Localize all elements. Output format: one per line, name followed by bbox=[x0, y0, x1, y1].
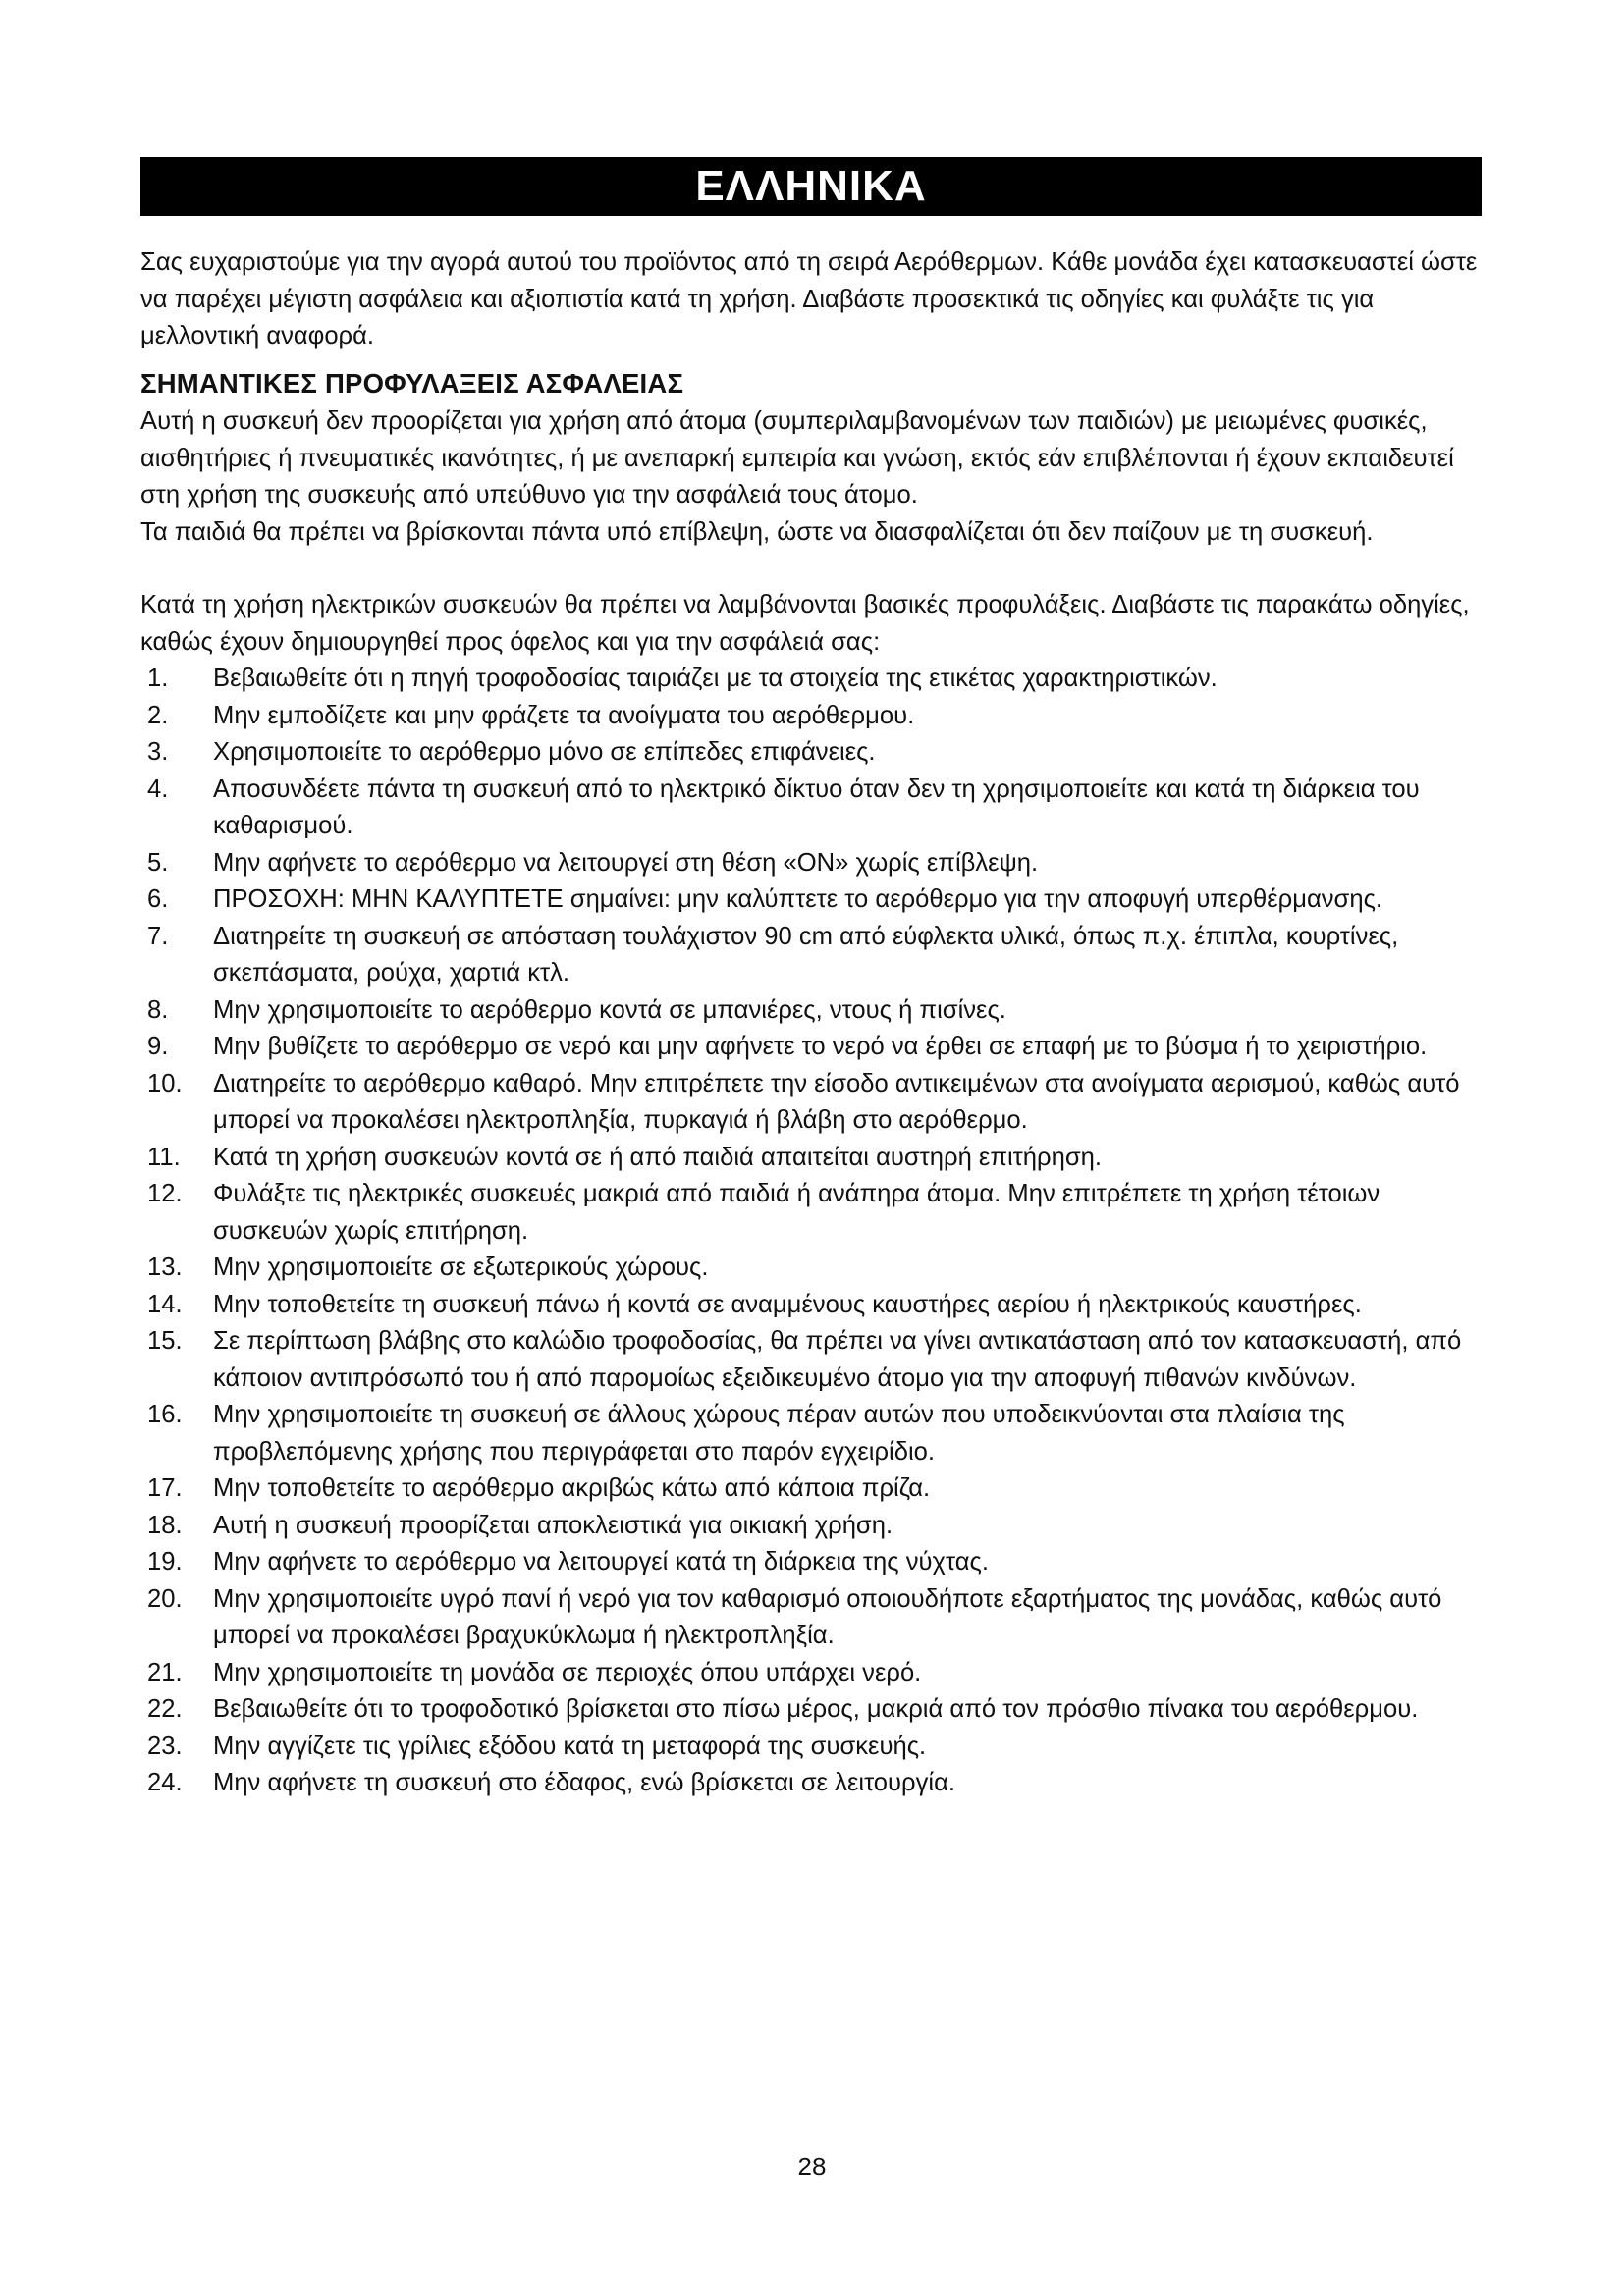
list-item bbox=[140, 1140, 1482, 1177]
safety-paragraph-1: Αυτή η συσκευή δεν προορίζεται για χρήση από άτομα (συμπεριλαμβανομένων των παιδιών) με μειωμένες φυσικές, αισθητήριες ή πνευματικές ικανότητες, ή με ανεπαρκή εμπειρία και γνώση, εκτός εάν επιβλέπονται ή έχουν εκπαιδευτεί στη χρήση της συσκευής από υπεύθυνο για την ασφάλειά τους άτομο. bbox=[140, 407, 1454, 508]
list-item-number: 24. bbox=[147, 1769, 183, 1796]
document-body bbox=[140, 244, 1482, 1802]
list-item bbox=[140, 698, 1482, 735]
list-item-number: 21. bbox=[147, 1658, 183, 1686]
list-item-number: 11. bbox=[147, 1143, 181, 1171]
list-item-number: 23. bbox=[147, 1732, 183, 1760]
list-item bbox=[140, 1655, 1482, 1692]
list-item-text: Μην χρησιμοποιείτε τη συσκευή σε άλλους χώρους πέραν αυτών που υποδεικνύονται στα πλαίσια της προβλεπόμενης χρήσης που περιγράφεται στο παρόν εγχειρίδιο. bbox=[213, 1401, 1345, 1466]
list-item bbox=[140, 1066, 1482, 1140]
list-item-number: 13. bbox=[147, 1254, 183, 1281]
language-title-bar bbox=[140, 157, 1482, 216]
list-item-text: ΠΡΟΣΟΧΗ: ΜΗΝ ΚΑΛΥΠΤΕΤΕ σημαίνει: μην καλύπτετε το αερόθερμο για την αποφυγή υπερθέρμανσης. bbox=[213, 885, 1383, 913]
list-item-text: Μην αφήνετε το αερόθερμο να λειτουργεί στη θέση «ON» χωρίς επίβλεψη. bbox=[213, 848, 1039, 877]
list-item bbox=[140, 881, 1482, 919]
list-item-number: 15. bbox=[147, 1327, 183, 1355]
list-item bbox=[140, 1508, 1482, 1545]
list-item-text: Αποσυνδέετε πάντα τη συσκευή από το ηλεκτρικό δίκτυο όταν δεν τη χρησιμοποιείτε και κατά τη διάρκεια του καθαρισμού. bbox=[213, 774, 1420, 839]
list-item bbox=[140, 1581, 1482, 1655]
list-item-number: 2. bbox=[147, 701, 169, 729]
list-item-text: Βεβαιωθείτε ότι η πηγή τροφοδοσίας ταιριάζει με τα στοιχεία της ετικέτας χαρακτηριστικών. bbox=[213, 665, 1218, 692]
list-item bbox=[140, 734, 1482, 772]
page-number: 28 bbox=[797, 2152, 827, 2181]
list-item bbox=[140, 919, 1482, 992]
list-item-text: Σε περίπτωση βλάβης στο καλώδιο τροφοδοσίας, θα πρέπει να γίνει αντικατάσταση από τον κατασκευαστή, από κάποιον αντιπρόσωπό του ή από παρομοίως εξειδικευμένο άτομο για την αποφυγή πιθανών κινδύνων. bbox=[213, 1327, 1462, 1392]
list-item-text: Χρησιμοποιείτε το αερόθερμο μόνο σε επίπεδες επιφάνειες. bbox=[213, 738, 876, 766]
list-item bbox=[140, 1176, 1482, 1250]
list-item-text: Μην εμποδίζετε και μην φράζετε τα ανοίγματα του αερόθερμου. bbox=[213, 701, 915, 729]
list-item-number: 19. bbox=[147, 1548, 183, 1575]
list-item-number: 7. bbox=[147, 922, 169, 950]
list-item bbox=[140, 1250, 1482, 1287]
list-item-number: 10. bbox=[147, 1069, 183, 1097]
list-item-number: 17. bbox=[147, 1474, 183, 1502]
list-item bbox=[140, 1029, 1482, 1066]
list-item-text: Μην βυθίζετε το αερόθερμο σε νερό και μην αφήνετε το νερό να έρθει σε επαφή με το βύσμα ή το χειριστήριο. bbox=[213, 1033, 1428, 1060]
list-item bbox=[140, 1729, 1482, 1766]
list-item-number: 18. bbox=[147, 1511, 183, 1539]
intro-paragraph: Σας ευχαριστούμε για την αγορά αυτού του προϊόντος από τη σειρά Αερόθερμων. Κάθε μονάδα έχει κατασκευαστεί ώστε να παρέχει μέγιστη ασφάλεια και αξιοπιστία κατά τη χρήση. Διαβάστε προσεκτικά τις οδηγίες και φυλάξτε τις για μελλοντική αναφορά. bbox=[140, 248, 1478, 349]
paragraph-gap bbox=[140, 551, 1482, 587]
list-item bbox=[140, 1691, 1482, 1729]
list-item-number: 16. bbox=[147, 1401, 183, 1428]
list-item bbox=[140, 992, 1482, 1030]
list-item-text: Διατηρείτε το αερόθερμο καθαρό. Μην επιτρέπετε την είσοδο αντικειμένων στα ανοίγματα αερισμού, καθώς αυτό μπορεί να προκαλέσει ηλεκτροπληξία, πυρκαγιά ή βλάβη στο αερόθερμο. bbox=[213, 1069, 1460, 1134]
safety-instructions-list bbox=[140, 661, 1482, 1802]
list-item-number: 12. bbox=[147, 1180, 183, 1207]
safety-heading: ΣΗΜΑΝΤΙΚΕΣ ΠΡΟΦΥΛΑΞΕΙΣ ΑΣΦΑΛΕΙΑΣ bbox=[140, 367, 684, 399]
list-item bbox=[140, 661, 1482, 698]
list-item-text: Βεβαιωθείτε ότι το τροφοδοτικό βρίσκεται στο πίσω μέρος, μακριά από τον πρόσθιο πίνακα του αερόθερμου. bbox=[213, 1695, 1419, 1723]
list-item bbox=[140, 1544, 1482, 1581]
safety-paragraph-3: Κατά τη χρήση ηλεκτρικών συσκευών θα πρέπει να λαμβάνονται βασικές προφυλάξεις. Διαβάστε τις παρακάτω οδηγίες, καθώς έχουν δημιουργηθεί προς όφελος και για την ασφάλειά σας: bbox=[140, 591, 1470, 656]
list-item-text: Μην αφήνετε το αερόθερμο να λειτουργεί κατά τη διάρκεια της νύχτας. bbox=[213, 1548, 989, 1575]
list-item-number: 3. bbox=[147, 738, 169, 766]
list-item-text: Αυτή η συσκευή προορίζεται αποκλειστικά για οικιακή χρήση. bbox=[213, 1511, 893, 1539]
list-item-number: 6. bbox=[147, 885, 169, 913]
list-item bbox=[140, 1323, 1482, 1397]
list-item-number: 4. bbox=[147, 774, 169, 803]
list-item-number: 20. bbox=[147, 1584, 183, 1613]
list-item-number: 5. bbox=[147, 848, 169, 877]
list-item-text: Κατά τη χρήση συσκευών κοντά σε ή από παιδιά απαιτείται αυστηρή επιτήρηση. bbox=[213, 1143, 1102, 1171]
list-item-number: 1. bbox=[147, 665, 169, 692]
list-item-number: 14. bbox=[147, 1290, 183, 1318]
list-item-number: 8. bbox=[147, 995, 169, 1024]
safety-paragraph-2: Τα παιδιά θα πρέπει να βρίσκονται πάντα υπό επίβλεψη, ώστε να διασφαλίζεται ότι δεν παίζουν με τη συσκευή. bbox=[140, 517, 1374, 546]
list-item bbox=[140, 1397, 1482, 1470]
list-item-text: Μην τοποθετείτε τη συσκευή πάνω ή κοντά σε αναμμένους καυστήρες αερίου ή ηλεκτρικούς καυστήρες. bbox=[213, 1290, 1362, 1318]
list-item bbox=[140, 772, 1482, 845]
list-item-text: Μην τοποθετείτε το αερόθερμο ακριβώς κάτω από κάποια πρίζα. bbox=[213, 1474, 931, 1502]
list-item bbox=[140, 1287, 1482, 1324]
language-title: ΕΛΛΗΝΙΚΑ bbox=[695, 162, 927, 210]
list-item bbox=[140, 1470, 1482, 1508]
list-item bbox=[140, 845, 1482, 882]
list-item bbox=[140, 1765, 1482, 1802]
list-item-text: Μην χρησιμοποιείτε τη μονάδα σε περιοχές όπου υπάρχει νερό. bbox=[213, 1658, 922, 1686]
list-item-text: Μην χρησιμοποιείτε σε εξωτερικούς χώρους. bbox=[213, 1254, 709, 1281]
list-item-number: 9. bbox=[147, 1033, 169, 1060]
list-item-number: 22. bbox=[147, 1695, 183, 1723]
list-item-text: Μην αφήνετε τη συσκευή στο έδαφος, ενώ βρίσκεται σε λειτουργία. bbox=[213, 1769, 955, 1796]
list-item-text: Μην χρησιμοποιείτε το αερόθερμο κοντά σε μπανιέρες, ντους ή πισίνες. bbox=[213, 995, 1006, 1024]
list-item-text: Διατηρείτε τη συσκευή σε απόσταση τουλάχιστον 90 cm από εύφλεκτα υλικά, όπως π.χ. έπιπλα, κουρτίνες, σκεπάσματα, ρούχα, χαρτιά κτλ. bbox=[213, 922, 1399, 987]
list-item-text: Φυλάξτε τις ηλεκτρικές συσκευές μακριά από παιδιά ή ανάπηρα άτομα. Μην επιτρέπετε τη χρήση τέτοιων συσκευών χωρίς επιτήρηση. bbox=[213, 1180, 1380, 1245]
list-item-text: Μην χρησιμοποιείτε υγρό πανί ή νερό για τον καθαρισμό οποιουδήποτε εξαρτήματος της μονάδας, καθώς αυτό μπορεί να προκαλέσει βραχυκύκλωμα ή ηλεκτροπληξία. bbox=[213, 1584, 1442, 1649]
list-item-text: Μην αγγίζετε τις γρίλιες εξόδου κατά τη μεταφορά της συσκευής. bbox=[213, 1732, 927, 1760]
